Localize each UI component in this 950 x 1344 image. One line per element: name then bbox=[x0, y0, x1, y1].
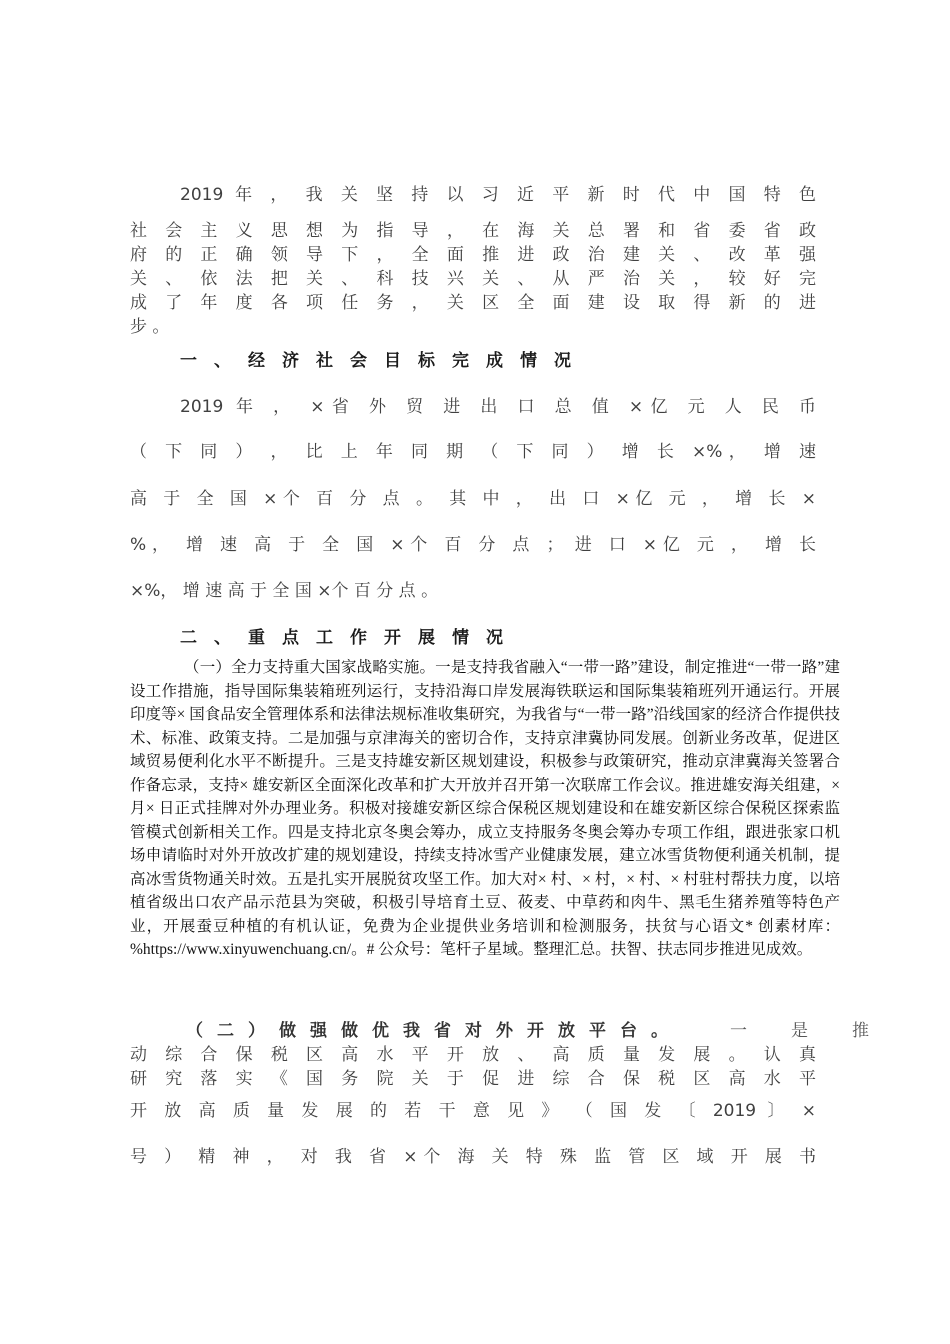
section-2-paragraph-1: （一）全力支持重大国家战略实施。一是支持我省融入“一带一路”建设，制定推进“一带一路”建设工作措施，指导国际集装箱班列运行，支持沿海口岸发展海铁联运和国际集装箱班列开通运行。开展印度等× 国食品安全管理体系和法律法规标准收集研究，为我省与“一带一路”沿线国家的经济合作提供技术、标准、政策支持。二是加强与京津海关的密切合作，支持京津冀协同发展。创新业务改革，促进区域贸易便利化水平不断提升。三是支持雄安新区规划建设，积极参与政策研究，推动京津冀海关签署合作备忘录，支持× 雄安新区全面深化改革和扩大开放并召开第一次联席工作会议。推进雄安海关组建，× 月× 日正式挂牌对外办理业务。积极对接雄安新区综合保税区规划建设和在雄安新区综合保税区探索监管模式创新相关工作。四是支持北京冬奥会筹办，成立支持服务冬奥会筹办专项工作组，跟进张家口机场申请临时对外开放改扩建的规划建设，持续支持冰雪产业健康发展，建立冰雪货物便利通关机制，提高冰雪货物通关时效。五是扎实开展脱贫攻坚工作。加大对× 村、× 村，× 村、× 村驻村帮扶力度，以培植省级出口农产品示范县为突破，积极引导培育土豆、莜麦、中草药和肉牛、黑毛生猪养殖等特色产业，开展蚕豆种植的有机认证，免费为企业提供业务培训和检测服务，扶贫与心语文* 创素材库：%https://www.xinyuwenchuang.cn/。# 公众号：笔杆子星域。整理汇总。扶智、扶志同步推进见成效。 bbox=[130, 659, 840, 958]
section-2-subheading-2: （二）做强做优我省对外开放平台。 bbox=[186, 1021, 682, 1041]
intro-line-3: 府 的 正 确 领 导 下 ， 全 面 推 进 政 治 建 关 、 改 革 强 bbox=[130, 245, 816, 265]
intro-line-6: 步 。 bbox=[130, 317, 170, 337]
section-2-sub-2-line-4: 开 放 高 质 量 发 展 的 若 干 意 见 》 （ 国 发 〔 2019 〕 × bbox=[130, 1101, 816, 1121]
section-1-line-2: （ 下 同 ） ， 比 上 年 同 期 （ 下 同 ） 增 长 ×%， 增 速 bbox=[130, 442, 816, 462]
section-1-heading: 一、经济社会目标完成情况 bbox=[180, 351, 588, 371]
intro-line-2: 社 会 主 义 思 想 为 指 导 ， 在 海 关 总 署 和 省 委 省 政 bbox=[130, 221, 816, 241]
intro-line-5: 成 了 年 度 各 项 任 务 ， 关 区 全 面 建 设 取 得 新 的 进 bbox=[130, 293, 816, 313]
section-2-sub-2-line-5: 号 ） 精 神 ， 对 我 省 ×个 海 关 特 殊 监 管 区 域 开 展 书 bbox=[130, 1147, 816, 1167]
intro-line-1: 2019 年 ， 我 关 坚 持 以 习 近 平 新 时 代 中 国 特 色 bbox=[180, 185, 816, 205]
section-1-line-3: 高 于 全 国 ×个 百 分 点 。 其 中 ， 出 口 ×亿 元 ， 增 长 × bbox=[130, 489, 816, 509]
section-2-sub-2-lead: 一是推 bbox=[730, 1021, 913, 1041]
section-1-line-5: ×%， 增 速 高 于 全 国 ×个 百 分 点 。 bbox=[130, 581, 439, 601]
section-2-sub-2-line-3: 研 究 落 实 《 国 务 院 关 于 促 进 综 合 保 税 区 高 水 平 bbox=[130, 1069, 816, 1089]
section-2-heading: 二、重点工作开展情况 bbox=[180, 628, 520, 648]
section-1-line-4: %， 增 速 高 于 全 国 ×个 百 分 点 ； 进 口 ×亿 元 ， 增 长 bbox=[130, 535, 816, 555]
section-2-sub-2-line-2: 动 综 合 保 税 区 高 水 平 开 放 、 高 质 量 发 展 。 认 真 bbox=[130, 1045, 816, 1065]
section-1-line-1: 2019 年 ， ×省 外 贸 进 出 口 总 值 ×亿 元 人 民 币 bbox=[180, 397, 816, 417]
intro-line-4: 关 、 依 法 把 关 、 科 技 兴 关 、 从 严 治 关 ， 较 好 完 bbox=[130, 269, 816, 289]
